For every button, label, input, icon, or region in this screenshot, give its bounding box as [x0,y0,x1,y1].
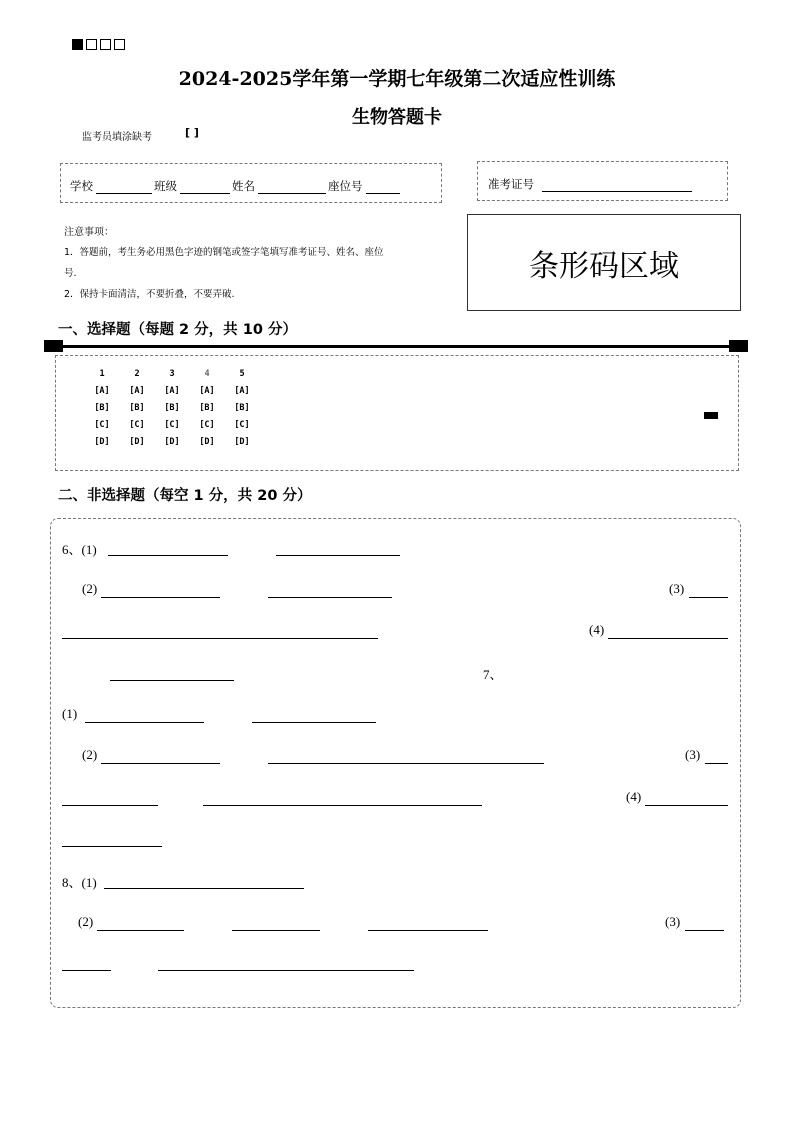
exam-number-label: 准考证号 [488,177,534,191]
question-number: 4 [204,369,210,379]
answer-line[interactable] [85,722,204,723]
corner-marks [72,35,128,54]
option-bubble[interactable]: [D] [94,437,110,447]
question-number-row [88,369,256,386]
name-field[interactable] [258,193,326,194]
absent-label: 监考员填涂缺考 [82,132,152,143]
answer-line[interactable] [608,638,728,639]
answer-line[interactable] [101,597,220,598]
answer-line[interactable] [268,597,392,598]
class-label: 班级 [154,179,177,193]
student-info-box [60,163,442,203]
option-bubble[interactable]: [A] [94,386,110,396]
option-row-a [88,386,256,403]
school-label: 学校 [70,179,93,193]
q7-2-label: (2) [82,747,98,762]
page-title: 2024-2025学年第一学期七年级第二次适应性训练 [178,68,616,90]
school-field[interactable] [96,193,152,194]
answer-line[interactable] [645,805,728,806]
option-bubble[interactable]: [A] [129,386,145,396]
q7-1-label: (1) [62,706,78,721]
barcode-label: 条形码区域 [529,248,679,284]
answer-line[interactable] [158,970,414,971]
option-bubble[interactable]: [C] [164,420,180,430]
option-bubble[interactable]: [A] [199,386,215,396]
answer-line[interactable] [110,680,234,681]
q8-3-label: (3) [665,914,681,929]
option-bubble[interactable]: [D] [129,437,145,447]
question-number: 5 [239,369,245,379]
q8-1-label: 8、(1) [62,875,97,890]
q6-4-label: (4) [589,622,605,637]
corner-mark-filled [72,39,83,50]
exam-number-box [477,161,728,201]
section-1-rule [63,345,729,348]
question-number: 3 [169,369,175,379]
q6-3-label: (3) [669,581,685,596]
option-bubble[interactable]: [B] [234,403,250,413]
question-number: 1 [99,369,105,379]
notes-line-1: 1．答题前，考生务必用黑色字迹的钢笔或签字笔填写准考证号、姓名、座位 [64,247,384,258]
answer-line[interactable] [62,970,111,971]
option-bubble[interactable]: [B] [94,403,110,413]
answer-line[interactable] [268,763,544,764]
notes-line-2: 2．保持卡面清洁，不要折叠，不要弄破. [64,289,235,300]
notes-heading: 注意事项： [64,227,114,238]
answer-line[interactable] [685,930,724,931]
option-row-b [88,403,256,420]
answer-line[interactable] [101,763,220,764]
section-1-title: 一、选择题（每题 2 分，共 10 分） [58,322,297,338]
q6-2-label: (2) [82,581,98,596]
option-row-c [88,420,256,437]
barcode-area [467,214,741,311]
option-bubble[interactable]: [C] [234,420,250,430]
timing-mark [704,412,718,419]
option-bubble[interactable]: [B] [129,403,145,413]
answer-line[interactable] [705,763,728,764]
option-row-d [88,437,256,454]
answer-line[interactable] [232,930,320,931]
option-bubble[interactable]: [C] [129,420,145,430]
option-bubble[interactable]: [B] [199,403,215,413]
option-bubble[interactable]: [B] [164,403,180,413]
answer-line[interactable] [108,555,228,556]
notes-line-1b: 号. [64,268,77,279]
q7-label: 7、 [483,667,503,682]
answer-line[interactable] [276,555,400,556]
choice-grid [88,369,256,454]
answer-line[interactable] [368,930,488,931]
class-field[interactable] [180,193,230,194]
page-subtitle: 生物答题卡 [352,107,442,128]
seat-field[interactable] [366,193,400,194]
answer-line[interactable] [203,805,482,806]
answer-line[interactable] [252,722,376,723]
alignment-mark-right [729,340,748,352]
option-bubble[interactable]: [C] [199,420,215,430]
answer-line[interactable] [104,888,304,889]
option-bubble[interactable]: [D] [164,437,180,447]
q7-3-label: (3) [685,747,701,762]
question-number: 2 [134,369,140,379]
seat-label: 座位号 [328,179,363,193]
corner-mark [100,39,111,50]
q8-2-label: (2) [78,914,94,929]
alignment-mark-left [44,340,63,352]
option-bubble[interactable]: [A] [164,386,180,396]
q6-1-label: 6、(1) [62,542,97,557]
option-bubble[interactable]: [A] [234,386,250,396]
corner-mark [86,39,97,50]
answer-line[interactable] [689,597,728,598]
absent-checkbox[interactable]: [ ] [185,126,199,139]
corner-mark [114,39,125,50]
answer-line[interactable] [62,805,158,806]
section-2-title: 二、非选择题（每空 1 分，共 20 分） [58,488,312,504]
answer-line[interactable] [62,846,162,847]
answer-line[interactable] [62,638,378,639]
exam-number-field[interactable] [542,191,692,192]
name-label: 姓名 [232,179,255,193]
q7-4-label: (4) [626,789,642,804]
option-bubble[interactable]: [C] [94,420,110,430]
option-bubble[interactable]: [D] [199,437,215,447]
answer-line[interactable] [97,930,184,931]
option-bubble[interactable]: [D] [234,437,250,447]
